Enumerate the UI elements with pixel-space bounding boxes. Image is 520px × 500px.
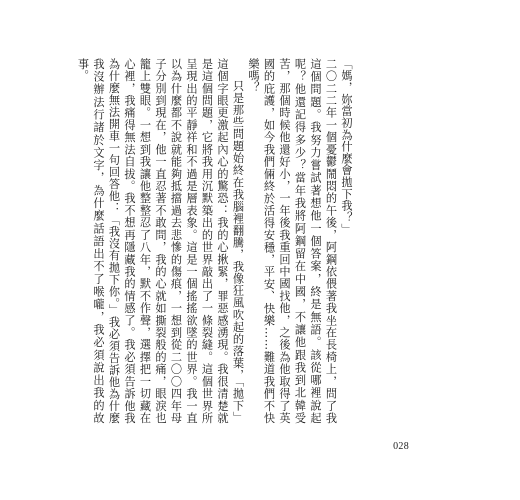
page-number: 028 [393,441,409,452]
opening-quote: 「媽，妳當初為什麼會拋下我？」 [340,58,353,236]
paragraph-1: 二〇二二年一個憂鬱鬧悶的午後，阿鋼依偎著我坐在長椅上，問了我這個問題。我努力嘗試著想他一個答案，終是無語。該從哪裡說起呢？他還記得多少？當年我將阿鋼留在中國，不讓他跟我到北韓受苦，那個時候他還好小，一年後我重回中國找他，之後為他取得了英國的庇護，如今我們倆終於活得安穩，平安、快樂……難道我們不快樂嗎？ [247,58,338,424]
vertical-text-body [75,58,354,424]
paragraph-2: 只是那些問題始終在我腦裡翻騰，我像狂風吹起的落葉，「拋下」這個字眼更激起內心的驚恐：我的心揪緊，罪惡感湧現。我很清楚就是這個問題，它將我用沉默築出的世界敲出了一條裂縫。這個世界所呈現出的平靜祥和不過是層表象。這是一個搖搖欲墜的世界。我一直以為什麼都不說就能夠抵擋過去悲慘的傷痕，一想到從二〇〇四年母子分別到現在，他一直忍著不敢問，我的心就如撕裂般的痛，眼淚也籠上雙眼。一想到我讓他整整忍了八年，默不作聲，選擇把一切藏在心裡，我痛得無法自拔。我不想再隱藏我的情感了。我必須告訴他我為什麼無法開車一句回答他：「我沒有拋下你。」我必須告訴他為什麼我沒辦法行諸於文字，為什麼話語出不了喉嚨，我必須說出我的故事。 [76,58,245,424]
